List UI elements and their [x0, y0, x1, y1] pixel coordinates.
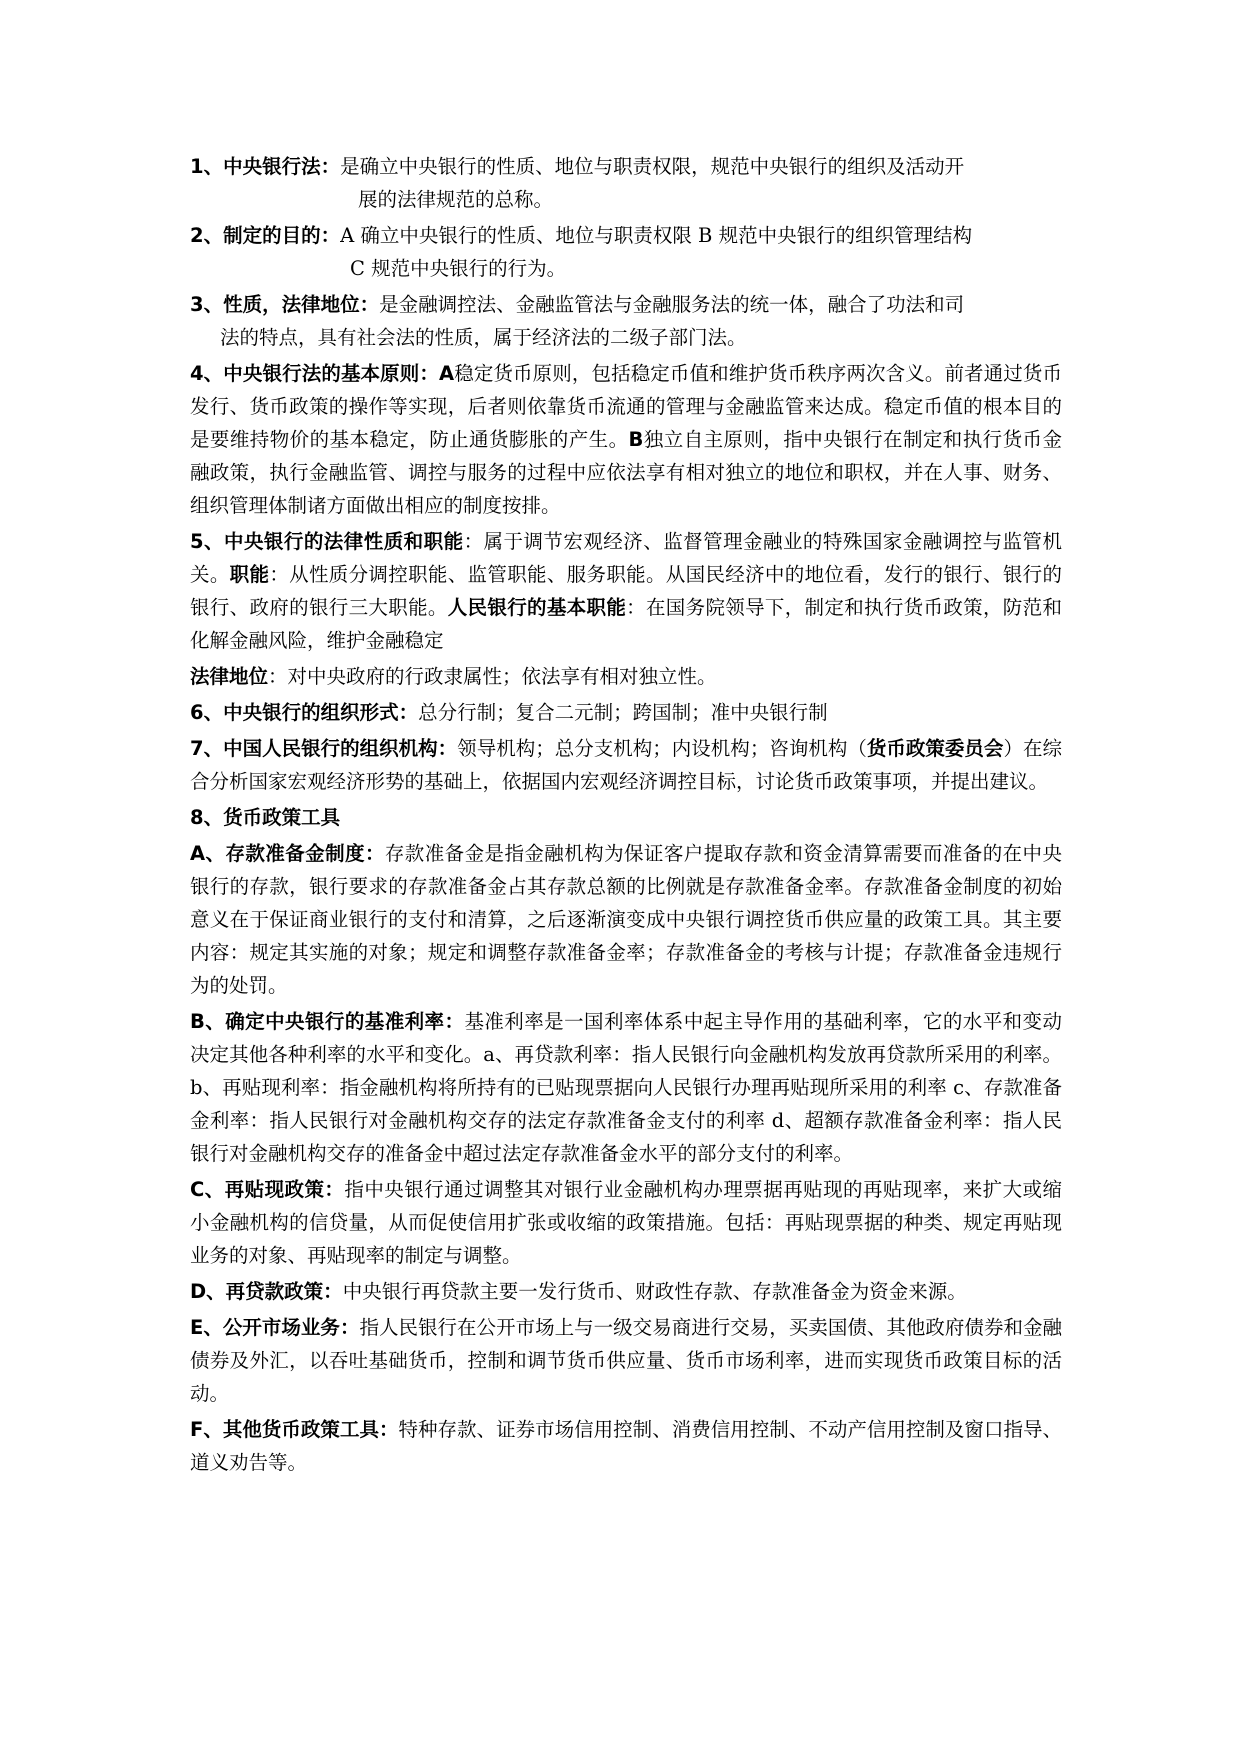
item-4-text-b: 独立自主原则，指中央银行在制定和执行货币金融政策，执行金融监管、调控与服务的过程中应依法享有相对独立的地位和职权，并在人事、财务、组织管理体制诸方面做出相应的制度按排。 — [190, 428, 1062, 517]
item-4-heading: 4、中央银行法的基本原则： — [190, 362, 439, 385]
item-2-heading: 2、制定的目的： — [190, 224, 341, 247]
item-1 — [190, 150, 1062, 216]
item-6-heading: 6、中央银行的组织形式： — [190, 701, 419, 724]
item-3-text-line2: 法的特点，具有社会法的性质，属于经济法的二级子部门法。 — [220, 326, 747, 349]
item-1-heading: 1、中央银行法： — [190, 155, 341, 178]
item-3 — [190, 288, 1062, 354]
item-6 — [190, 696, 1062, 729]
item-7-heading: 7、中国人民银行的组织机构： — [190, 737, 458, 760]
item-8c-heading: C、再贴现政策： — [190, 1178, 345, 1201]
item-8 — [190, 801, 1062, 834]
item-8d-heading: D、再贷款政策： — [190, 1280, 343, 1303]
item-7-text-1: 领导机构；总分支机构；内设机构；咨询机构（ — [457, 737, 867, 760]
item-5-subheading-functions: 职能 — [229, 563, 270, 586]
item-8d-text: 中央银行再贷款主要一发行货币、财政性存款、存款准备金为资金来源。 — [342, 1280, 967, 1303]
item-legal-status — [190, 660, 1062, 693]
legal-status-text: ：对中央政府的行政隶属性；依法享有相对独立性。 — [268, 665, 717, 688]
item-8f-text: 特种存款、证券市场信用控制、消费信用控制、不动产信用控制及窗口指导、道义劝告等。 — [190, 1418, 1062, 1474]
item-2-text-line1: A 确立中央银行的性质、地位与职责权限 B 规范中央银行的组织管理结构 — [340, 224, 973, 247]
item-4-text-a: 稳定货币原则，包括稳定币值和维护货币秩序两次含义。前者通过货币发行、货币政策的操作等实现，后者则依靠货币流通的管理与金融监管来达成。稳定币值的根本目的是要维持物价的基本稳定，防止通货膨胀的产生。 — [190, 362, 1062, 451]
item-8f-heading: F、其他货币政策工具： — [190, 1418, 399, 1441]
item-8c — [190, 1173, 1062, 1272]
item-8f — [190, 1413, 1062, 1479]
item-8b — [190, 1005, 1062, 1170]
item-8e-heading: E、公开市场业务： — [190, 1316, 360, 1339]
item-1-text-line1: 是确立中央银行的性质、地位与职责权限，规范中央银行的组织及活动开 — [340, 155, 965, 178]
item-8e-text: 指人民银行在公开市场上与一级交易商进行交易，买卖国债、其他政府债券和金融债券及外汇，以吞吐基础货币，控制和调节货币供应量、货币市场利率，进而实现货币政策目标的活动。 — [190, 1316, 1062, 1405]
item-7-text-2: ）在综合分析国家宏观经济形势的基础上，依据国内宏观经济调控目标，讨论货币政策事项，并提出建议。 — [190, 737, 1062, 793]
item-8a-heading: A、存款准备金制度： — [190, 842, 385, 865]
item-3-text-line1: 是金融调控法、金融监管法与金融服务法的统一体，融合了功法和司 — [379, 293, 965, 316]
item-7-subheading: 货币政策委员会 — [866, 737, 1004, 760]
item-5-text-3: ：在国务院领导下，制定和执行货币政策，防范和化解金融风险，维护金融稳定 — [190, 596, 1062, 652]
item-8a-text: 存款准备金是指金融机构为保证客户提取存款和资金清算需要而准备的在中央银行的存款，银行要求的存款准备金占其存款总额的比例就是存款准备金率。存款准备金制度的初始意义在于保证商业银行的支付和清算，之后逐渐演变成中央银行调控货币供应量的政策工具。其主要内容：规定其实施的对象；规定和调整存款准备金率；存款准备金的考核与计提；存款准备金违规行为的处罚。 — [190, 842, 1062, 997]
item-5-heading: 5、中央银行的法律性质和职能 — [190, 530, 464, 553]
item-2 — [190, 219, 1062, 285]
item-8d — [190, 1275, 1062, 1308]
item-8-heading: 8、货币政策工具 — [190, 806, 341, 829]
item-8b-text: 基准利率是一国利率体系中起主导作用的基础利率，它的水平和变动决定其他各种利率的水平和变化。a、再贷款利率：指人民银行向金融机构发放再贷款所采用的利率。b、再贴现利率：指金融机构将所持有的已贴现票据向人民银行办理再贴现所采用的利率 c、存款准备金利率：指人民银行对金融机构交存的法定存款准备金支付的利率 d、超额存款准备金利率：指人民银行对金融机构交存的准备金中超过法定存款准备金水平的部分支付的利率。 — [190, 1010, 1062, 1165]
document-body — [190, 150, 1062, 1482]
item-8b-heading: B、确定中央银行的基准利率： — [190, 1010, 465, 1033]
item-5-text-2: ：从性质分调控职能、监管职能、服务职能。从国民经济中的地位看，发行的银行、银行的银行、政府的银行三大职能。 — [190, 563, 1062, 619]
item-4-marker-a: A — [439, 362, 455, 385]
item-6-text: 总分行制；复合二元制；跨国制；准中央银行制 — [418, 701, 828, 724]
item-8a — [190, 837, 1062, 1002]
item-5-text-1: ：属于调节宏观经济、监督管理金融业的特殊国家金融调控与监管机关。 — [190, 530, 1062, 586]
item-7 — [190, 732, 1062, 798]
item-8e — [190, 1311, 1062, 1410]
item-5 — [190, 525, 1062, 657]
item-2-text-line2: C 规范中央银行的行为。 — [350, 257, 567, 280]
item-4-marker-b: B — [628, 428, 644, 451]
item-3-heading: 3、性质，法律地位： — [190, 293, 380, 316]
item-4 — [190, 357, 1062, 522]
item-1-text-line2: 展的法律规范的总称。 — [358, 188, 554, 211]
item-8c-text: 指中央银行通过调整其对银行业金融机构办理票据再贴现的再贴现率，来扩大或缩小金融机构的信贷量，从而促使信用扩张或收缩的政策措施。包括：再贴现票据的种类、规定再贴现业务的对象、再贴现率的制定与调整。 — [190, 1178, 1062, 1267]
legal-status-heading: 法律地位 — [190, 665, 269, 688]
item-5-subheading-pboc: 人民银行的基本职能 — [447, 596, 627, 619]
